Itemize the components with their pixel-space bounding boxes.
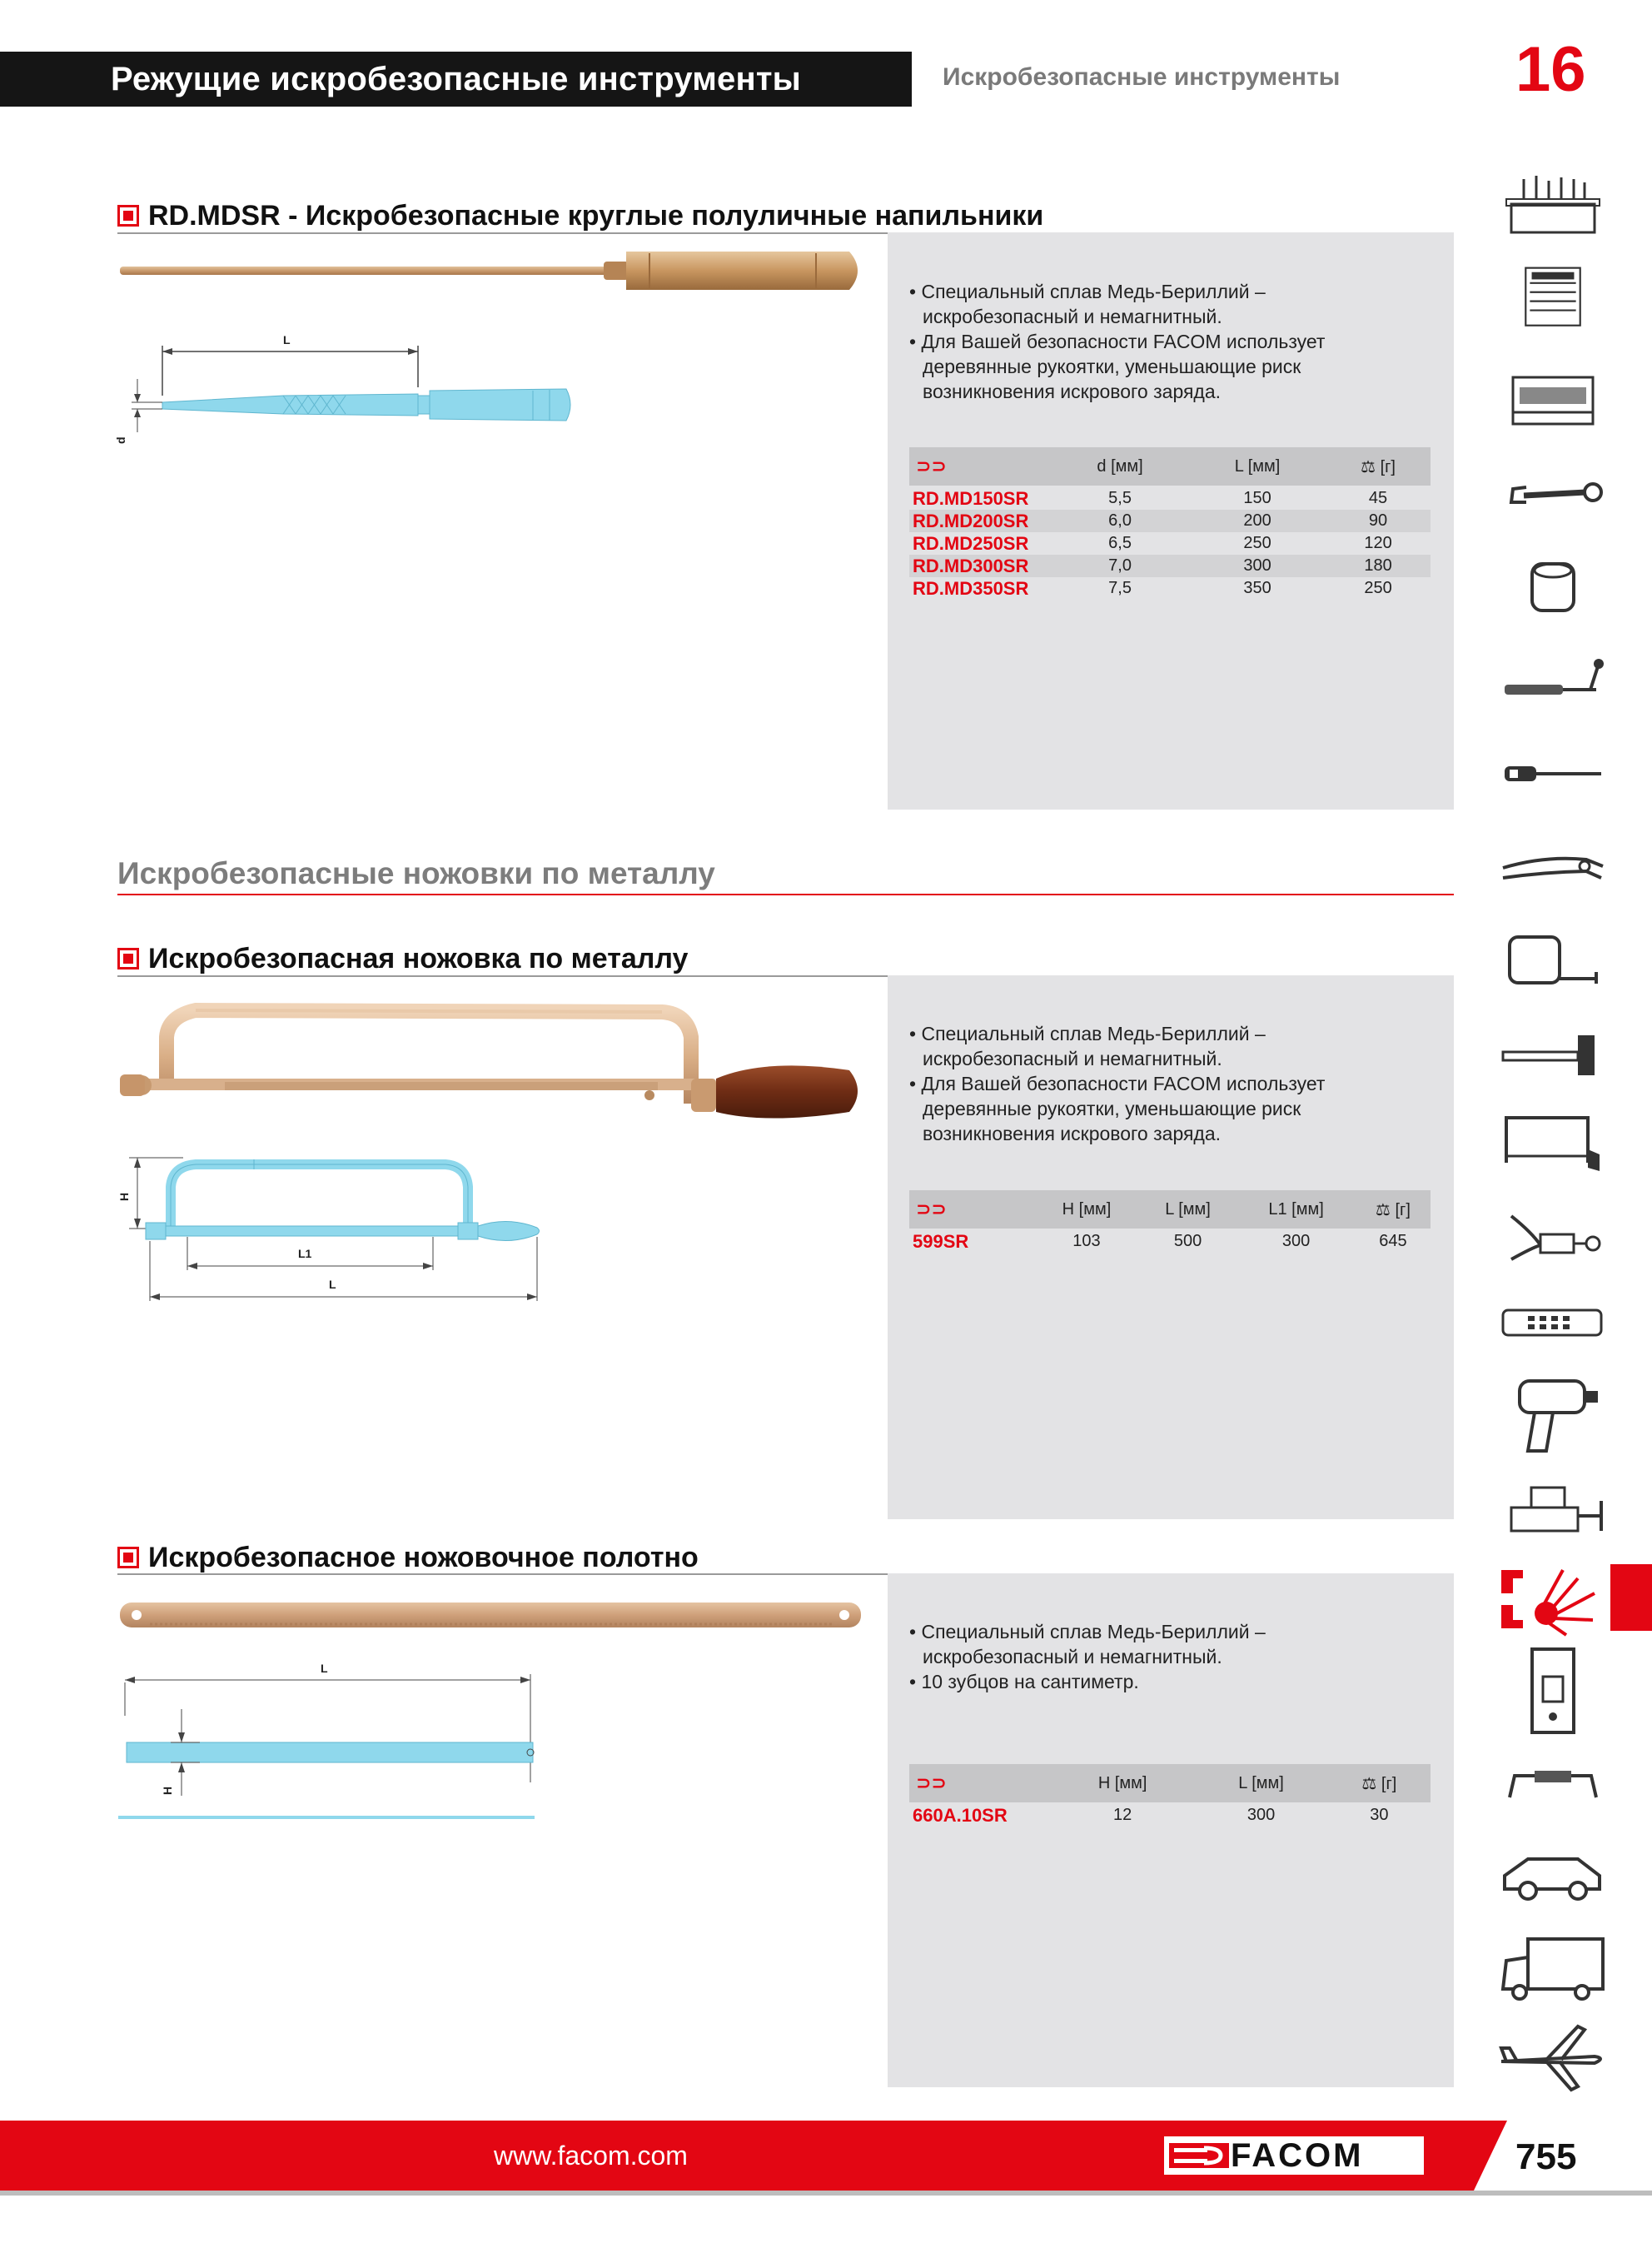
dim-l-label: L [321,1662,328,1675]
page-title: Режущие искробезопасные инструменты [111,61,801,97]
page-number: 755 [1515,2136,1577,2177]
active-chapter-tab[interactable] [1610,1564,1652,1631]
airplane-icon[interactable] [1495,2020,1611,2095]
col-d: d [мм] [1051,447,1189,486]
group-rule [117,894,1454,895]
socket-icon[interactable] [1495,554,1611,621]
pliers-icon[interactable] [1495,835,1611,901]
col-l: L [мм] [1139,1190,1237,1229]
section1-title: RD.MDSR - Искробезопасные круглые полуличные напильники [148,200,1044,232]
bullet: • Для Вашей безопасности FACOM использует деревянные рукоятки, уменьшающие риск возникновения искрового заряда. [909,1071,1426,1146]
section-marker-icon [117,205,139,227]
bullet: • Для Вашей безопасности FACOM использует деревянные рукоятки, уменьшающие риск возникновения искрового заряда. [909,329,1426,404]
footer-url-link[interactable]: www.facom.com [494,2141,688,2171]
section1-bullets [909,279,1426,404]
weight-icon: ⚖ [1375,1200,1396,1219]
puller-icon[interactable] [1495,1199,1611,1266]
section3-spec-table [909,1764,1431,1827]
dim-l1-label: L1 [298,1247,312,1260]
col-weight: ⚖ [г] [1356,1190,1431,1229]
section1-spec-table [909,447,1431,600]
bullet: • Специальный сплав Медь-Бериллий – искробезопасный и немагнитный. [909,279,1426,329]
impact-wrench-icon[interactable] [1495,1374,1611,1458]
col-weight: ⚖ [г] [1326,447,1431,486]
table-row: RD.MD150SR 5,5 150 45 [913,488,1388,509]
table-row: RD.MD300SR 7,0 300 180 [909,555,1431,577]
blade-dimension-drawing [117,1657,550,1832]
ref-column-icon: ⊃⊃ [909,447,1051,486]
hacksaw-icon[interactable] [1495,1108,1611,1174]
electronic-tester-icon[interactable] [1495,1289,1611,1356]
section3-title: Искробезопасное ножовочное полотно [148,1542,699,1573]
bullet: • 10 зубцов на сантиметр. [909,1669,1426,1694]
truck-icon[interactable] [1495,1932,1611,2007]
facom-brand-text: FACOM [1231,2137,1364,2174]
chapter-number: 16 [1515,34,1586,105]
screwdriver-icon[interactable] [1495,741,1611,808]
col-l1: L1 [мм] [1237,1190,1356,1229]
dim-l-label: L [329,1278,336,1291]
bullet: • Специальный сплав Медь-Бериллий – искробезопасный и немагнитный. [909,1021,1426,1071]
section-marker-icon [117,948,139,969]
tool-cabinet-icon[interactable] [1495,265,1611,331]
page-subtitle: Искробезопасные инструменты [943,63,1341,91]
col-l: L [мм] [1194,1764,1327,1802]
file-dimension-drawing [114,329,583,462]
ratchet-handle-icon[interactable] [1495,651,1611,718]
group-title: Искробезопасные ножовки по металлу [117,856,715,890]
hacksaw-dimension-drawing [117,1149,550,1308]
section2-title: Искробезопасная ножовка по металлу [148,943,689,974]
dim-l-label: L [283,333,291,346]
section2-bullets [909,1021,1426,1146]
table-row: RD.MD250SR 6,5 250 120 [913,533,1392,554]
vise-icon[interactable] [1495,1474,1611,1541]
combination-wrench-icon[interactable] [1495,461,1611,527]
ref-column-icon: ⊃⊃ [909,1190,1034,1229]
footer-rule [0,2191,1652,2196]
bullet: • Специальный сплав Медь-Бериллий – искробезопасный и немагнитный. [909,1619,1426,1669]
table-row: RD.MD200SR 6,0 200 90 [909,510,1431,532]
circuit-breaker-icon[interactable] [1495,1645,1611,1737]
col-weight: ⚖ [г] [1328,1764,1431,1802]
table-row: 660A.10SR 12 300 30 [913,1805,1389,1826]
tool-drawer-icon[interactable] [1495,371,1611,437]
dim-h-label: H [117,1192,131,1201]
car-icon[interactable] [1495,1841,1611,1907]
col-l: L [мм] [1189,447,1326,486]
facom-logo-icon [1166,2136,1232,2175]
ref-column-icon: ⊃⊃ [909,1764,1051,1802]
tape-measure-icon[interactable] [1495,929,1611,995]
weight-icon: ⚖ [1361,1774,1381,1793]
weight-icon: ⚖ [1361,457,1381,476]
table-row: RD.MD350SR 7,5 350 250 [913,578,1392,599]
dim-d-label: d [114,436,127,444]
section2-spec-table [909,1190,1431,1253]
table-row: 599SR 103 500 300 645 [913,1231,1407,1252]
dim-h-label: H [161,1786,174,1795]
tool-box-icon[interactable] [1495,171,1611,237]
col-h: H [мм] [1051,1764,1194,1802]
section-marker-icon [117,1547,139,1568]
hammer-icon[interactable] [1495,1020,1611,1087]
spark-safe-icon[interactable] [1495,1562,1611,1637]
hacksaw-product-photo [117,987,883,1145]
blade-product-photo [117,1591,866,1641]
handle-icon[interactable] [1495,1749,1611,1816]
section3-bullets [909,1619,1426,1694]
col-h: H [мм] [1034,1190,1139,1229]
